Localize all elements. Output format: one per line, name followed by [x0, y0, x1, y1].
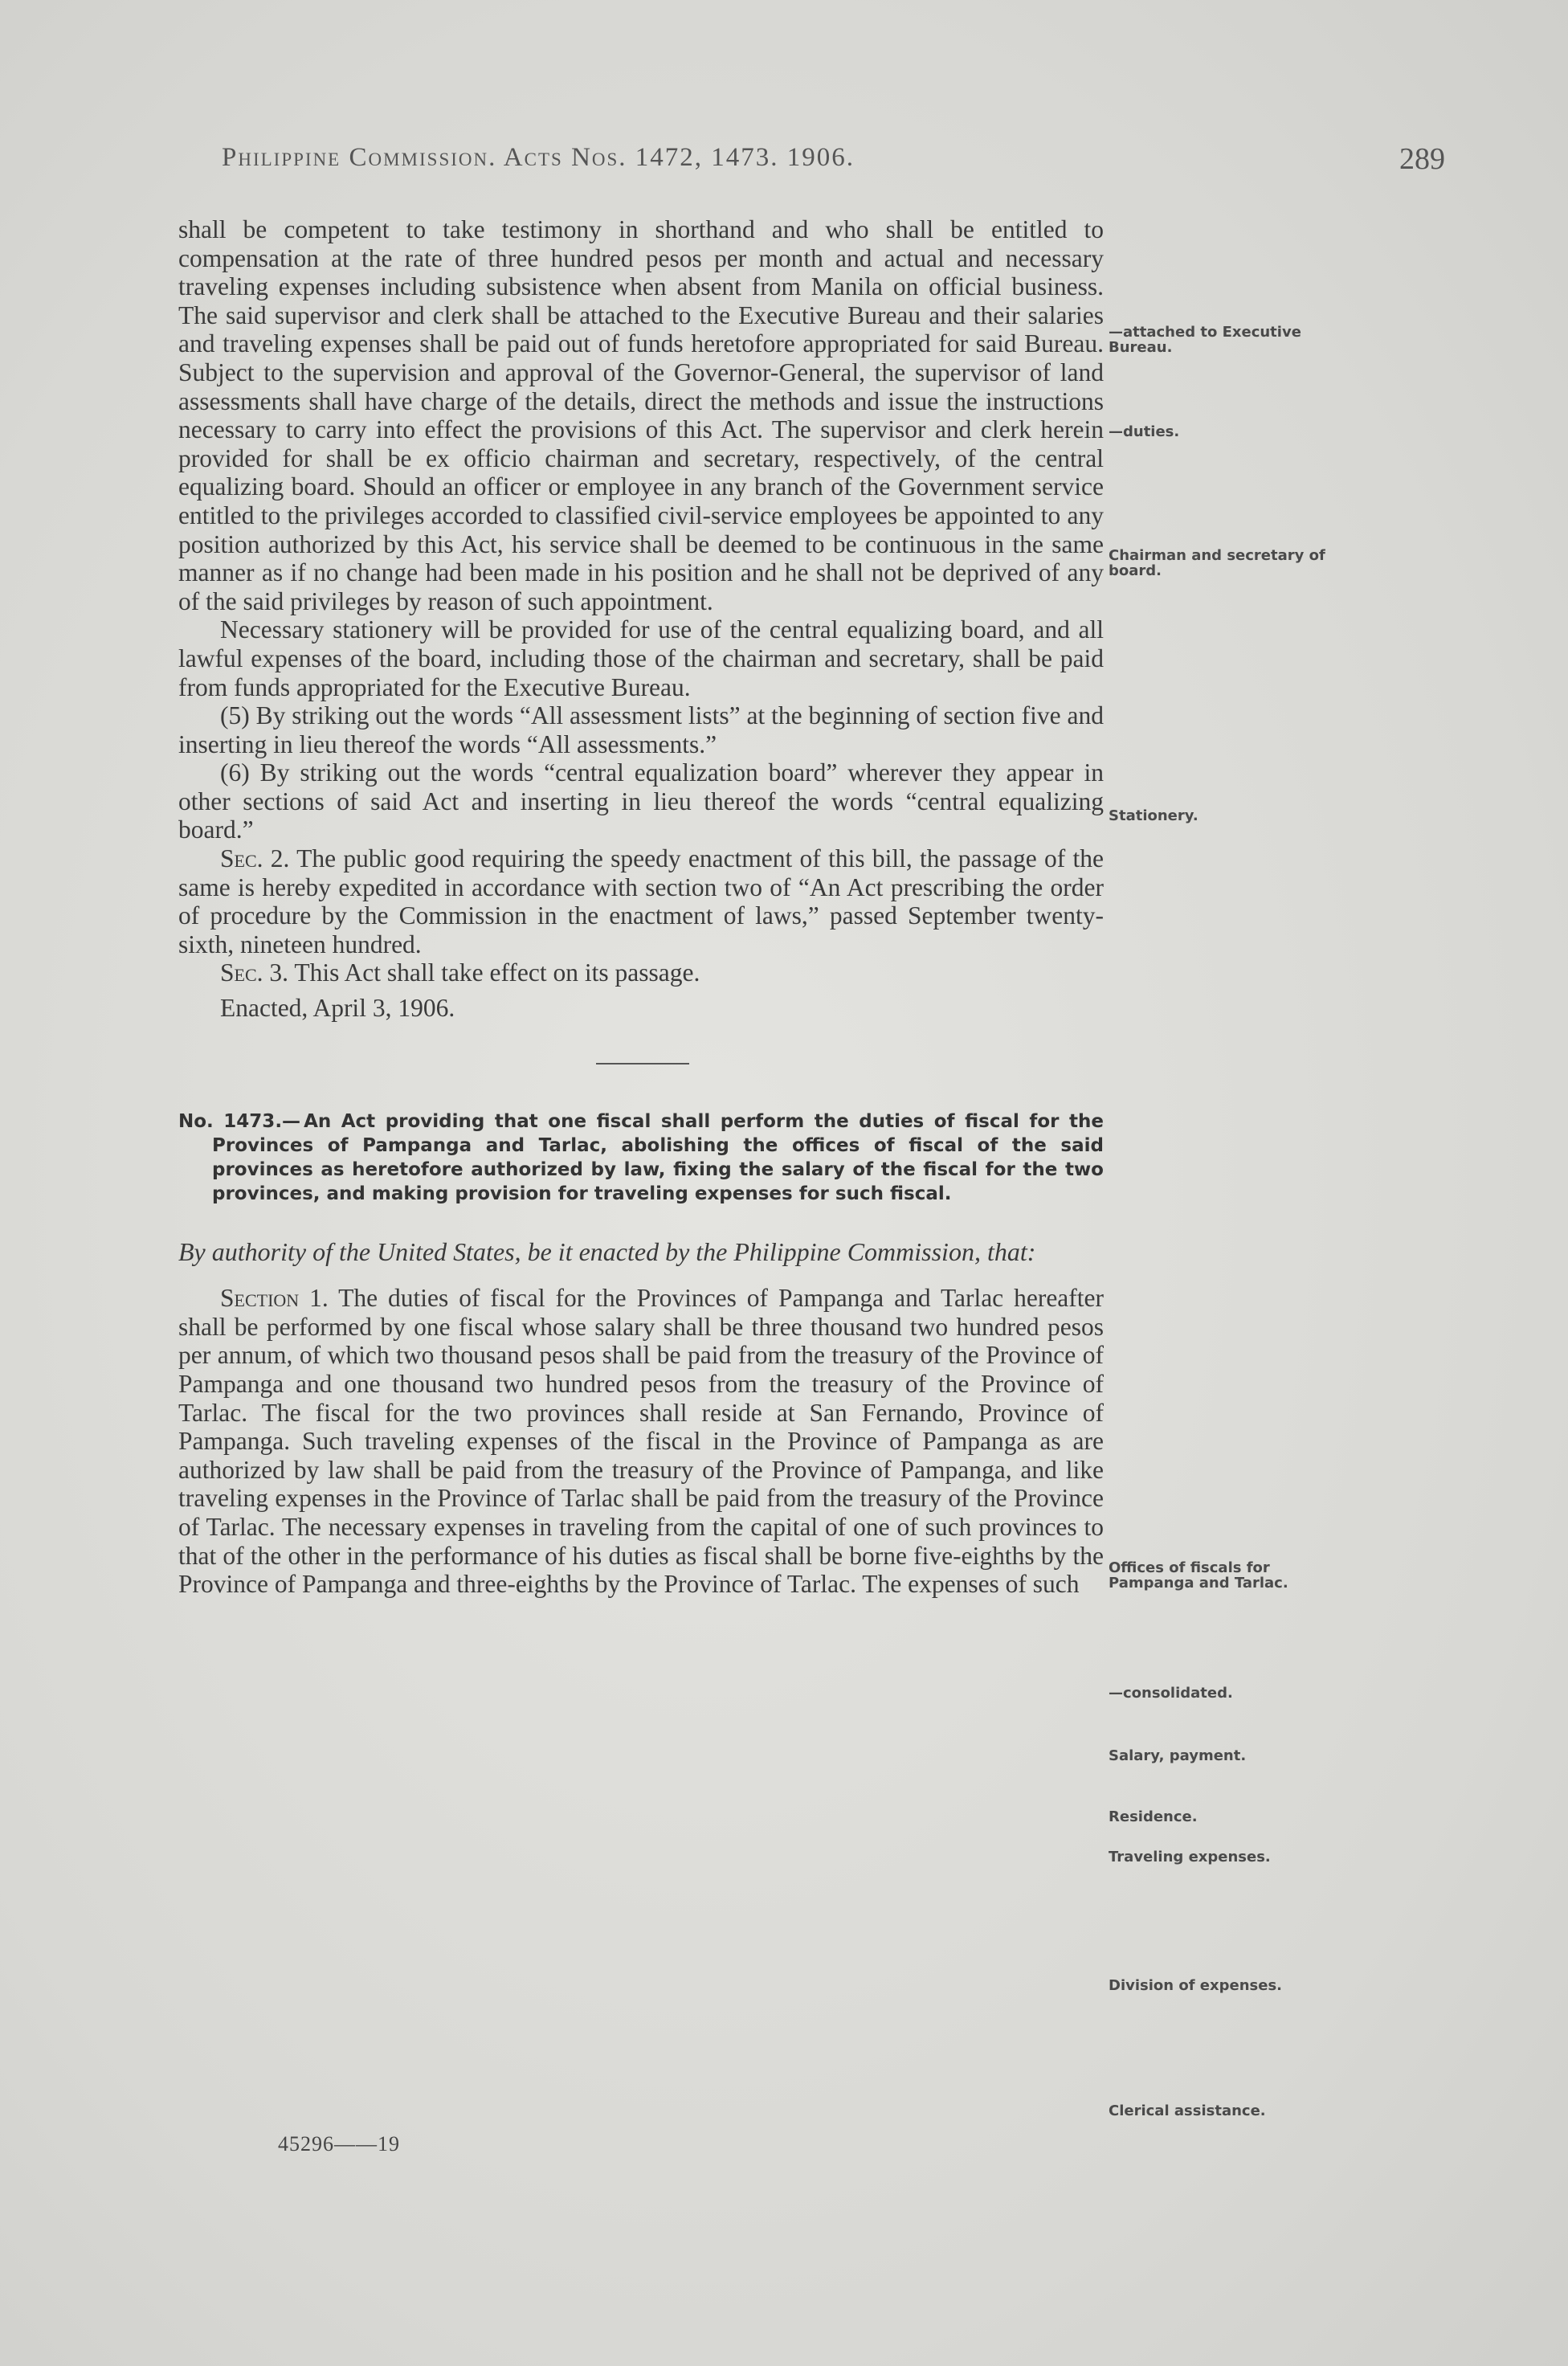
running-head: Philippine Commission. Acts Nos. 1472, 1473. 1906. — [222, 143, 855, 172]
paragraph-amendment-5: (5) By striking out the words “All assessment lists” at the beginning of section five and inserting in lieu thereof the words “All assessments.” — [178, 701, 1104, 758]
act-1473-heading — [178, 1109, 1104, 1206]
section-divider — [596, 1063, 689, 1064]
act-1473-section-1 — [178, 1284, 1104, 1599]
body-text — [178, 215, 1104, 1599]
section-1-text: The duties of fiscal for the Provinces of Pampanga and Tarlac hereafter shall be performed by one fiscal whose salary shall be three thousand two hundred pesos per annum, of which two thousand pesos shall be paid from the treasury of the Province of Pampanga and one thousand two hundred pesos from the treasury of the Province of Tarlac. The fiscal for the two provinces shall reside at San Fernando, Province of Pampanga. Such traveling expenses of the fiscal in the Province of Pampanga as are authorized by law shall be paid from the treasury of the Province of Pampanga, and like traveling expenses in the Province of Tarlac shall be paid from the treasury of the Province of Tarlac. The necessary expenses in traveling from the capital of one of such provinces to that of the other in the performance of his duties as fiscal shall be borne five-eighths by the Province of Pampanga and three-eighths by the Province of Tarlac. The expenses of such — [178, 1284, 1104, 1599]
page-number: 289 — [1399, 142, 1445, 176]
section-1-label: Section 1. — [220, 1284, 329, 1313]
margin-note: Chairman and secretary of board. — [1109, 547, 1325, 579]
margin-note: —consolidated. — [1109, 1685, 1233, 1702]
section-2-label: Sec. 2. — [220, 844, 290, 873]
margin-note: Stationery. — [1109, 807, 1198, 824]
enacting-clause: By authority of the United States, be it enacted by the Philippine Commission, that: — [178, 1236, 1036, 1266]
section-2 — [178, 844, 1104, 958]
section-2-text: The public good requiring the speedy enactment of this bill, the passage of the same is hereby expedited in accordance with section two of “An Act prescribing the order of procedure by the Commission in the enactment of laws,” passed September twenty-sixth, nineteen hundred. — [178, 844, 1104, 958]
margin-note: Traveling expenses. — [1109, 1849, 1271, 1865]
margin-note: Division of expenses. — [1109, 1977, 1283, 1994]
section-3-text: This Act shall take effect on its passage. — [294, 958, 700, 987]
margin-note: Salary, payment. — [1109, 1747, 1247, 1764]
paragraph-amendment-6: (6) By striking out the words “central equalization board” wherever they appear in other sections of said Act and inserting in lieu thereof the words “central equalizing board.” — [178, 758, 1104, 844]
act-number: No. 1473.— — [178, 1110, 301, 1132]
act-title: An Act providing that one fiscal shall perform the duties of fiscal for the Provinces of Pampanga and Tarlac, abolishing the offices of fiscal of the said provinces as heretofore authorized by law, fixing the salary of the fiscal for the two provinces, and making provision for traveling expenses for such fiscal. — [212, 1110, 1105, 1204]
enacted-date: Enacted, April 3, 1906. — [220, 994, 455, 1023]
margin-note: —attached to Executive Bureau. — [1109, 324, 1301, 356]
margin-note: Clerical assistance. — [1109, 2102, 1266, 2119]
signature-mark: 45296——19 — [278, 2132, 400, 2156]
section-3 — [178, 958, 1104, 987]
margin-note: Offices of fiscals for Pampanga and Tarlac. — [1109, 1559, 1288, 1592]
margin-note: —duties. — [1109, 423, 1180, 440]
paragraph-stationery: Necessary stationery will be provided for use of the central equalizing board, and all lawful expenses of the board, including those of the chairman and secretary, shall be paid from funds appropriated for the Executive Bureau. — [178, 615, 1104, 701]
paragraph-continuation: shall be competent to take testimony in shorthand and who shall be entitled to compensation at the rate of three hundred pesos per month and actual and necessary traveling expenses including subsistence when absent from Manila on official business. The said supervisor and clerk shall be attached to the Executive Bureau and their salaries and traveling expenses shall be paid out of funds heretofore appropriated for said Bureau. Subject to the supervision and approval of the Governor-General, the supervisor of land assessments shall have charge of the details, direct the methods and issue the instructions necessary to carry into effect the provisions of this Act. The supervisor and clerk herein provided for shall be ex officio chairman and secretary, respectively, of the central equalizing board. Should an officer or employee in any branch of the Government service entitled to the privileges accorded to classified civil-service employees be appointed to any position authorized by this Act, his service shall be deemed to be continuous in the same manner as if no change had been made in his position and he shall not be deprived of any of the said privileges by reason of such appointment. — [178, 215, 1104, 615]
margin-note: Residence. — [1109, 1808, 1198, 1825]
section-3-label: Sec. 3. — [220, 958, 289, 987]
